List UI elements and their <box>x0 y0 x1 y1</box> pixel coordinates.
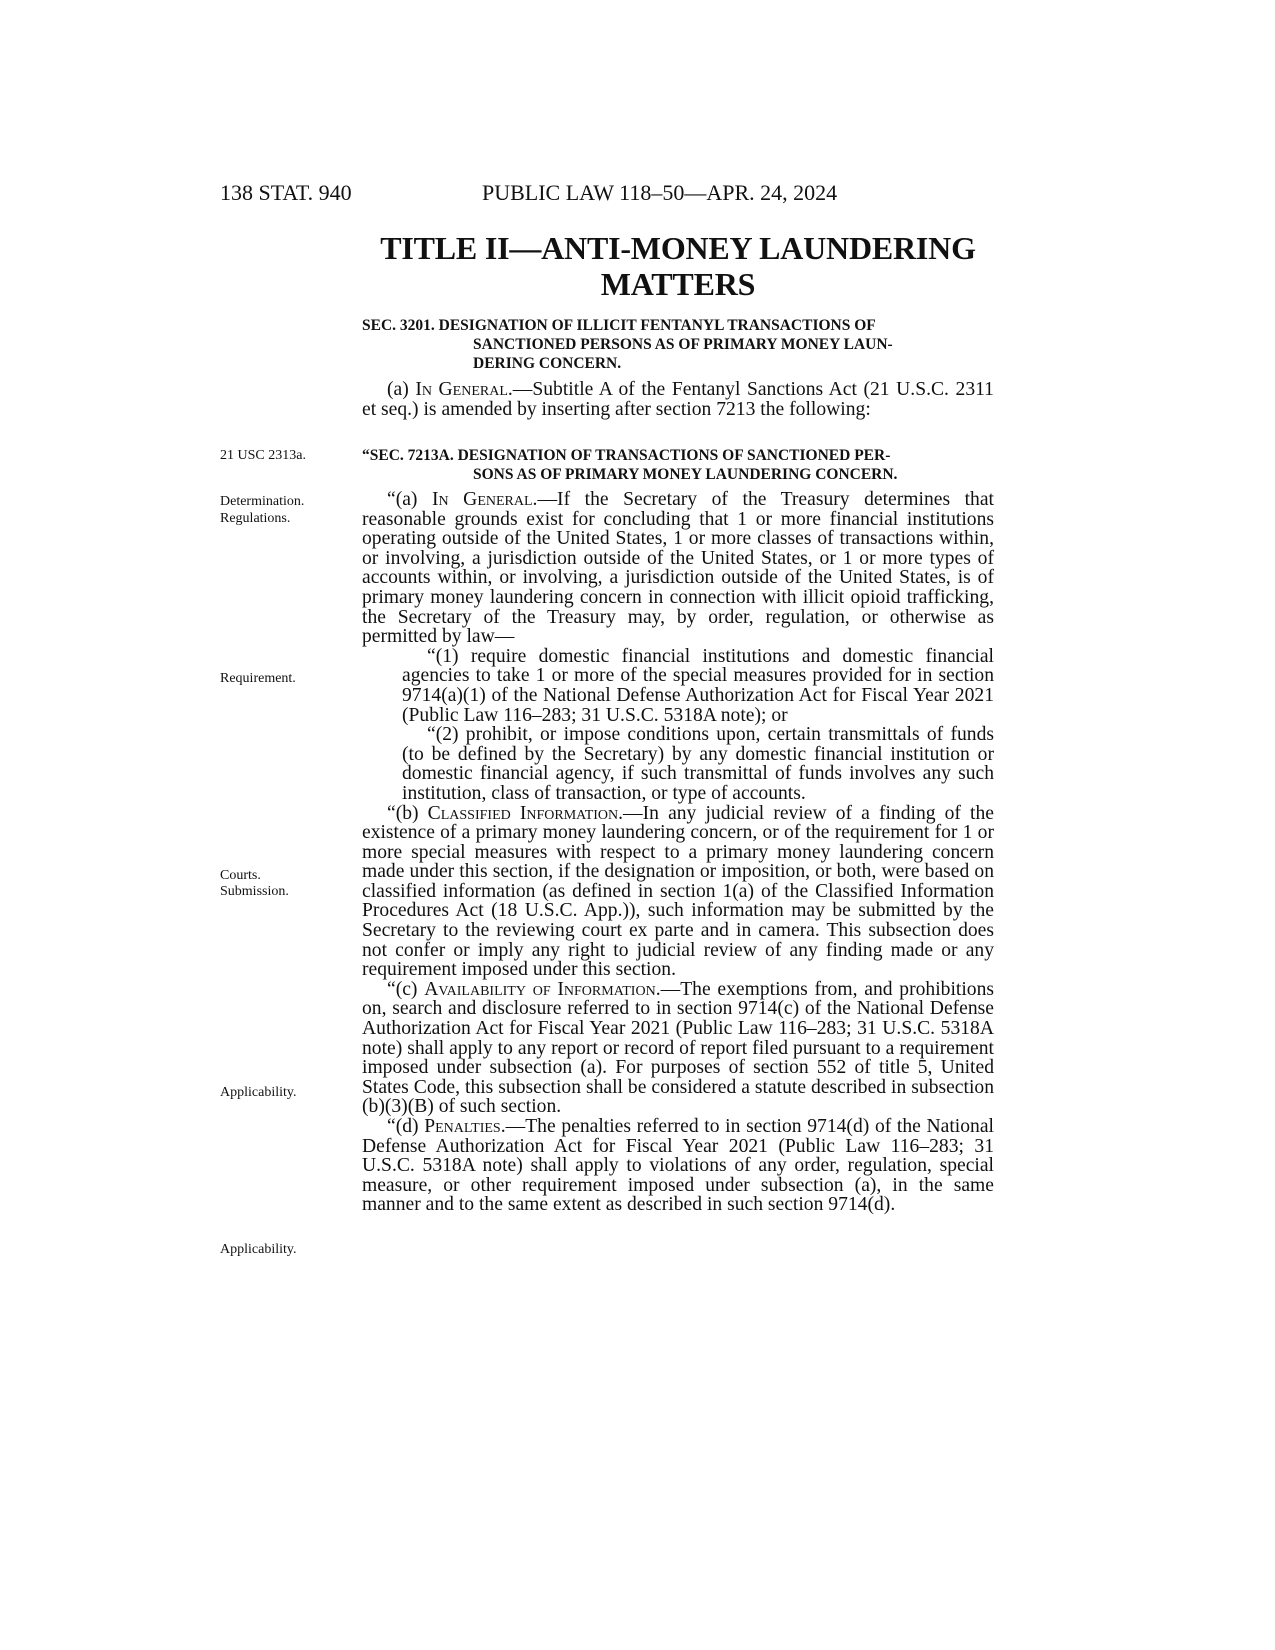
margin-note-applicability-d: Applicability. <box>220 1242 297 1257</box>
paragraph-a-2: “(2) prohibit, or impose conditions upon, certain transmittals of funds (to be defined by the Secretary) by any domestic financial institution or domestic financial agency, if such transmittal of funds involves any such institution, class of transaction, or type of accounts. <box>402 724 994 804</box>
section-3201-paragraph-a: (a) In General.—Subtitle A of the Fentanyl Sanctions Act (21 U.S.C. 2311 et seq.) is amended by inserting after section 7213 the following: <box>362 379 994 420</box>
paragraph-a-1: “(1) require domestic financial institutions and domestic financial agencies to take 1 or more of the special measures provided for in section 9714(a)(1) of the National Defense Authorization Act for Fiscal Year 2021 (Public Law 116–283; 31 U.S.C. 5318A note); or <box>402 645 994 726</box>
title-line-1: TITLE II—ANTI-MONEY LAUNDERING <box>380 230 976 266</box>
margin-note-courts: Courts. <box>220 868 261 883</box>
margin-note-requirement: Requirement. <box>220 671 296 686</box>
subsection-d: “(d) Penalties.—The penalties referred to in section 9714(d) of the National Defense Authorization Act for Fiscal Year 2021 (Public Law 116–283; 31 U.S.C. 5318A note) shall apply to violations of any order, regulation, special measure, or other requirement imposed under subsection (a), in the same manner and to the same extent as described in such section 9714(d). <box>362 1116 994 1216</box>
caption-in-general-a: In General <box>432 489 533 510</box>
section-7213a-body <box>362 490 994 1215</box>
caption-classified-information: Classified Information <box>427 802 619 824</box>
margin-note-applicability-c: Applicability. <box>220 1085 297 1100</box>
running-head: PUBLIC LAW 118–50—APR. 24, 2024 <box>482 180 838 205</box>
section-3201-heading-line-3: DERING CONCERN. <box>473 355 622 372</box>
subsection-a: “(a) In General.—If the Secretary of the Treasury determines that reasonable grounds exist for concluding that 1 or more financial institutions operating outside of the United States, 1 or more classes of transactions within, or involving, a jurisdiction outside of the United States, or 1 or more types of accounts within, or involving, a jurisdiction outside of the United States, is of primary money laundering concern in connection with illicit opioid trafficking, the Secretary of the Treasury may, by order, regulation, or otherwise as permitted by law— <box>362 489 994 648</box>
section-7213a-heading-line-2: SONS AS OF PRIMARY MONEY LAUNDERING CONCERN. <box>473 466 898 483</box>
caption-in-general: In General <box>415 379 508 400</box>
section-7213a-heading-line-1: “SEC. 7213A. DESIGNATION OF TRANSACTIONS OF SANCTIONED PER- <box>362 447 891 464</box>
subsection-b: “(b) Classified Information.—In any judicial review of a finding of the existence of a primary money laundering concern, or of the requirement for 1 or more special measures with respect to a primary money laundering concern made under this section, if the designation or imposition, or both, were based on classified information (as defined in section 1(a) of the Classified Information Procedures Act (18 U.S.C. App.)), such information may be submitted by the Secretary to the reviewing court ex parte and in camera. This subsection does not confer or imply any right to judicial review of any finding made or any requirement imposed under this section. <box>362 802 994 981</box>
caption-penalties: Penalties <box>424 1116 501 1137</box>
title-line-2: MATTERS <box>600 266 756 302</box>
stat-page-number: 138 STAT. 940 <box>220 180 352 205</box>
section-7213a-heading <box>362 446 994 484</box>
subsection-c: “(c) Availability of Information.—The exemptions from, and prohibitions on, search and disclosure referred to in section 9714(c) of the National Defense Authorization Act for Fiscal Year 2021 (Public Law 116–283; 31 U.S.C. 5318A note) shall apply to any report or record of report filed pursuant to a requirement imposed under subsection (a). For purposes of section 552 of title 5, United States Code, this subsection shall be considered a statute described in subsection (b)(3)(B) of such section. <box>362 978 994 1118</box>
margin-note-determination: Determination. <box>220 494 305 509</box>
section-3201-heading-line-1: SEC. 3201. DESIGNATION OF ILLICIT FENTANYL TRANSACTIONS OF <box>362 317 876 334</box>
section-3201-heading <box>362 316 994 373</box>
margin-note-usc: 21 USC 2313a. <box>220 448 306 463</box>
caption-availability-of-information: Availability of Information <box>424 978 656 1000</box>
margin-note-regulations: Regulations. <box>220 511 291 526</box>
section-3201-heading-line-2: SANCTIONED PERSONS AS OF PRIMARY MONEY LAUN- <box>473 336 893 353</box>
margin-note-submission: Submission. <box>220 884 289 899</box>
title-heading <box>362 230 994 302</box>
